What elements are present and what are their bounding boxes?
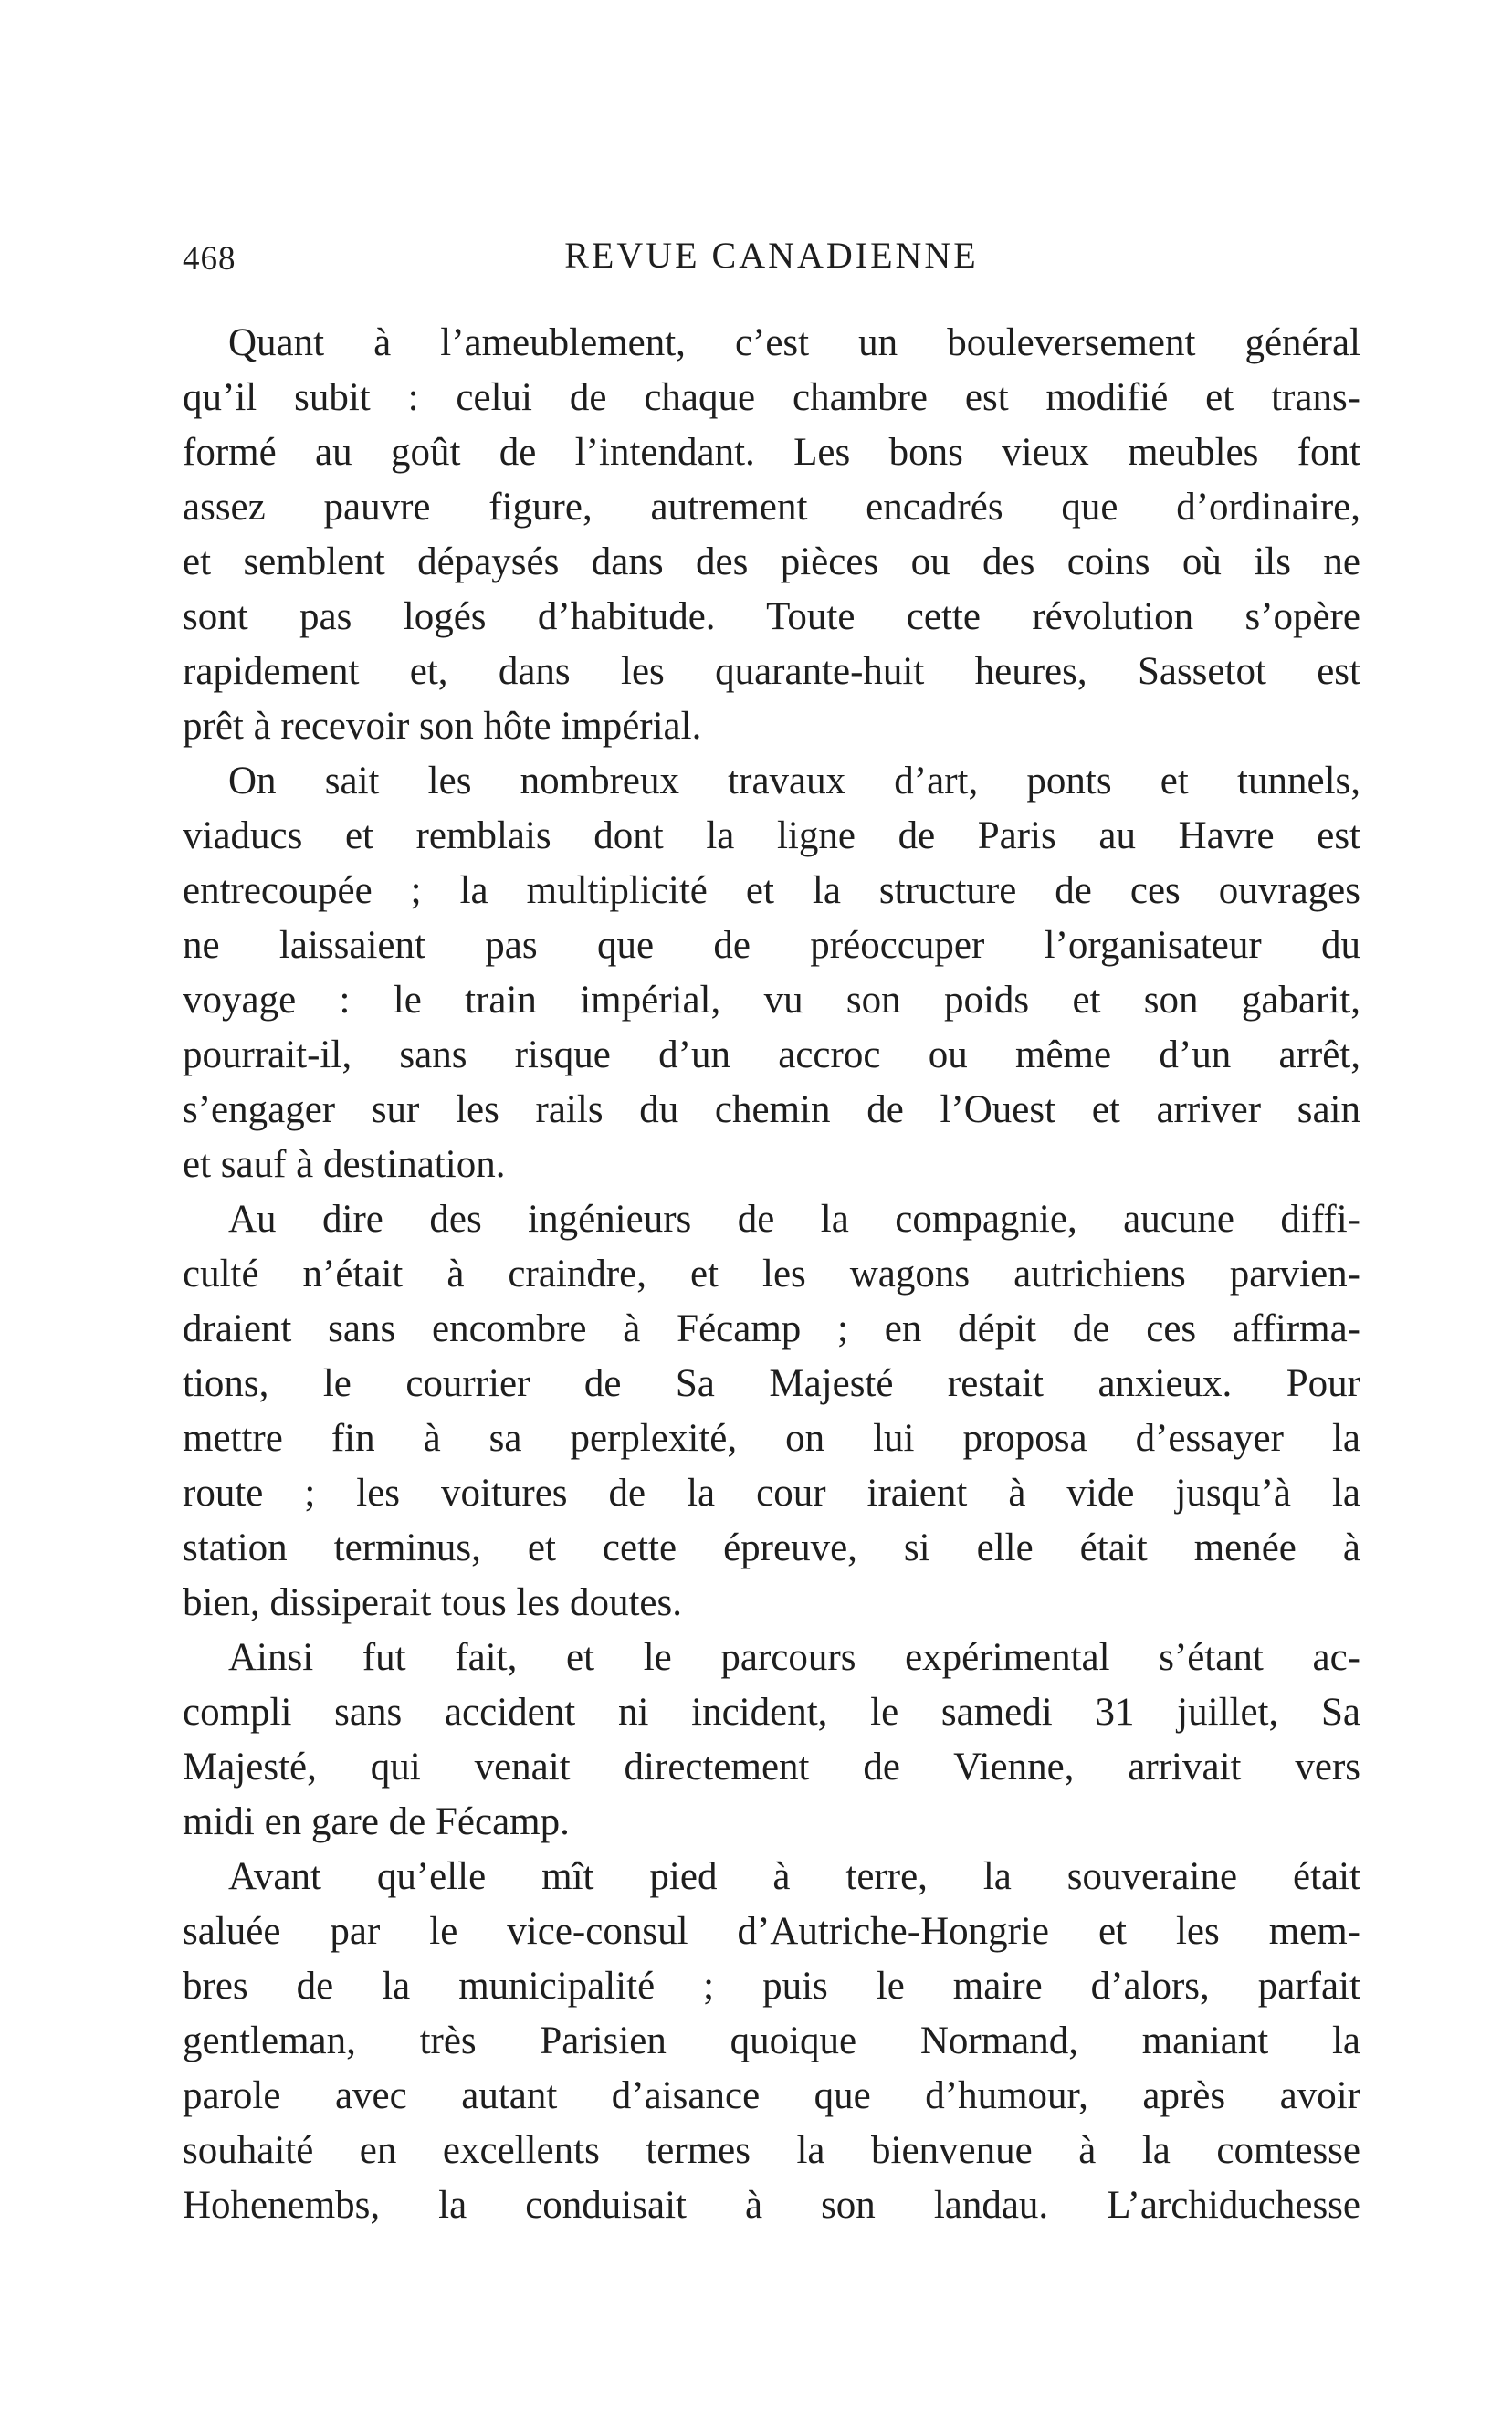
text-line: Ainsi fut fait, et le parcours expérimental s’étant ac- bbox=[228, 1636, 1360, 1679]
text-line: saluée par le vice-consul d’Autriche-Hongrie et les mem- bbox=[183, 1910, 1360, 1953]
text-line: station terminus, et cette épreuve, si elle était menée à bbox=[183, 1526, 1360, 1569]
paragraph bbox=[183, 754, 1360, 1192]
text-line: Majesté, qui venait directement de Vienne, arrivait vers bbox=[183, 1746, 1360, 1789]
text-line: pourrait-il, sans risque d’un accroc ou même d’un arrêt, bbox=[183, 1033, 1360, 1076]
text-line: Au dire des ingénieurs de la compagnie, aucune diffi- bbox=[228, 1198, 1360, 1241]
text-line: compli sans accident ni incident, le samedi 31 juillet, Sa bbox=[183, 1691, 1360, 1734]
body-text bbox=[183, 316, 1360, 2233]
text-line: et sauf à destination. bbox=[183, 1143, 506, 1186]
running-title: REVUE CANADIENNE bbox=[564, 235, 979, 276]
text-line: Hohenembs, la conduisait à son landau. L’archiduchesse bbox=[183, 2184, 1360, 2227]
text-line: souhaité en excellents termes la bienvenue à la comtesse bbox=[183, 2129, 1360, 2172]
text-line: bien, dissiperait tous les doutes. bbox=[183, 1581, 682, 1624]
running-head bbox=[183, 228, 1360, 292]
text-line: bres de la municipalité ; puis le maire d’alors, parfait bbox=[183, 1965, 1360, 2008]
page-number: 468 bbox=[183, 240, 236, 278]
text-line: mettre fin à sa perplexité, on lui proposa d’essayer la bbox=[183, 1417, 1360, 1460]
text-line: culté n’était à craindre, et les wagons autrichiens parvien- bbox=[183, 1253, 1360, 1296]
text-line: assez pauvre figure, autrement encadrés que d’ordinaire, bbox=[183, 486, 1360, 529]
text-line: entrecoupée ; la multiplicité et la structure de ces ouvrages bbox=[183, 869, 1360, 912]
paragraph bbox=[183, 1192, 1360, 1631]
paragraph bbox=[183, 316, 1360, 754]
text-line: voyage : le train impérial, vu son poids et son gabarit, bbox=[183, 979, 1360, 1022]
text-line: On sait les nombreux travaux d’art, ponts et tunnels, bbox=[228, 760, 1360, 803]
book-page bbox=[183, 228, 1360, 2328]
text-line: midi en gare de Fécamp. bbox=[183, 1800, 570, 1843]
text-line: tions, le courrier de Sa Majesté restait anxieux. Pour bbox=[183, 1362, 1360, 1405]
text-line: s’engager sur les rails du chemin de l’Ouest et arriver sain bbox=[183, 1088, 1360, 1131]
text-line: sont pas logés d’habitude. Toute cette révolution s’opère bbox=[183, 595, 1360, 638]
text-line: formé au goût de l’intendant. Les bons vieux meubles font bbox=[183, 431, 1360, 474]
text-line: prêt à recevoir son hôte impérial. bbox=[183, 705, 702, 748]
text-line: route ; les voitures de la cour iraient à vide jusqu’à la bbox=[183, 1472, 1360, 1515]
text-line: ne laissaient pas que de préoccuper l’organisateur du bbox=[183, 924, 1360, 967]
text-line: gentleman, très Parisien quoique Normand, maniant la bbox=[183, 2020, 1360, 2062]
paragraph bbox=[183, 1631, 1360, 1850]
text-line: parole avec autant d’aisance que d’humour, après avoir bbox=[183, 2074, 1360, 2117]
text-line: et semblent dépaysés dans des pièces ou des coins où ils ne bbox=[183, 540, 1360, 583]
text-line: Avant qu’elle mît pied à terre, la souveraine était bbox=[228, 1855, 1360, 1898]
paragraph bbox=[183, 1850, 1360, 2233]
text-line: viaducs et remblais dont la ligne de Paris au Havre est bbox=[183, 814, 1360, 857]
text-line: rapidement et, dans les quarante-huit heures, Sassetot est bbox=[183, 650, 1360, 693]
text-line: qu’il subit : celui de chaque chambre est modifié et trans- bbox=[183, 376, 1360, 419]
text-line: Quant à l’ameublement, c’est un bouleversement général bbox=[228, 321, 1360, 364]
text-line: draient sans encombre à Fécamp ; en dépit de ces affirma- bbox=[183, 1307, 1360, 1350]
